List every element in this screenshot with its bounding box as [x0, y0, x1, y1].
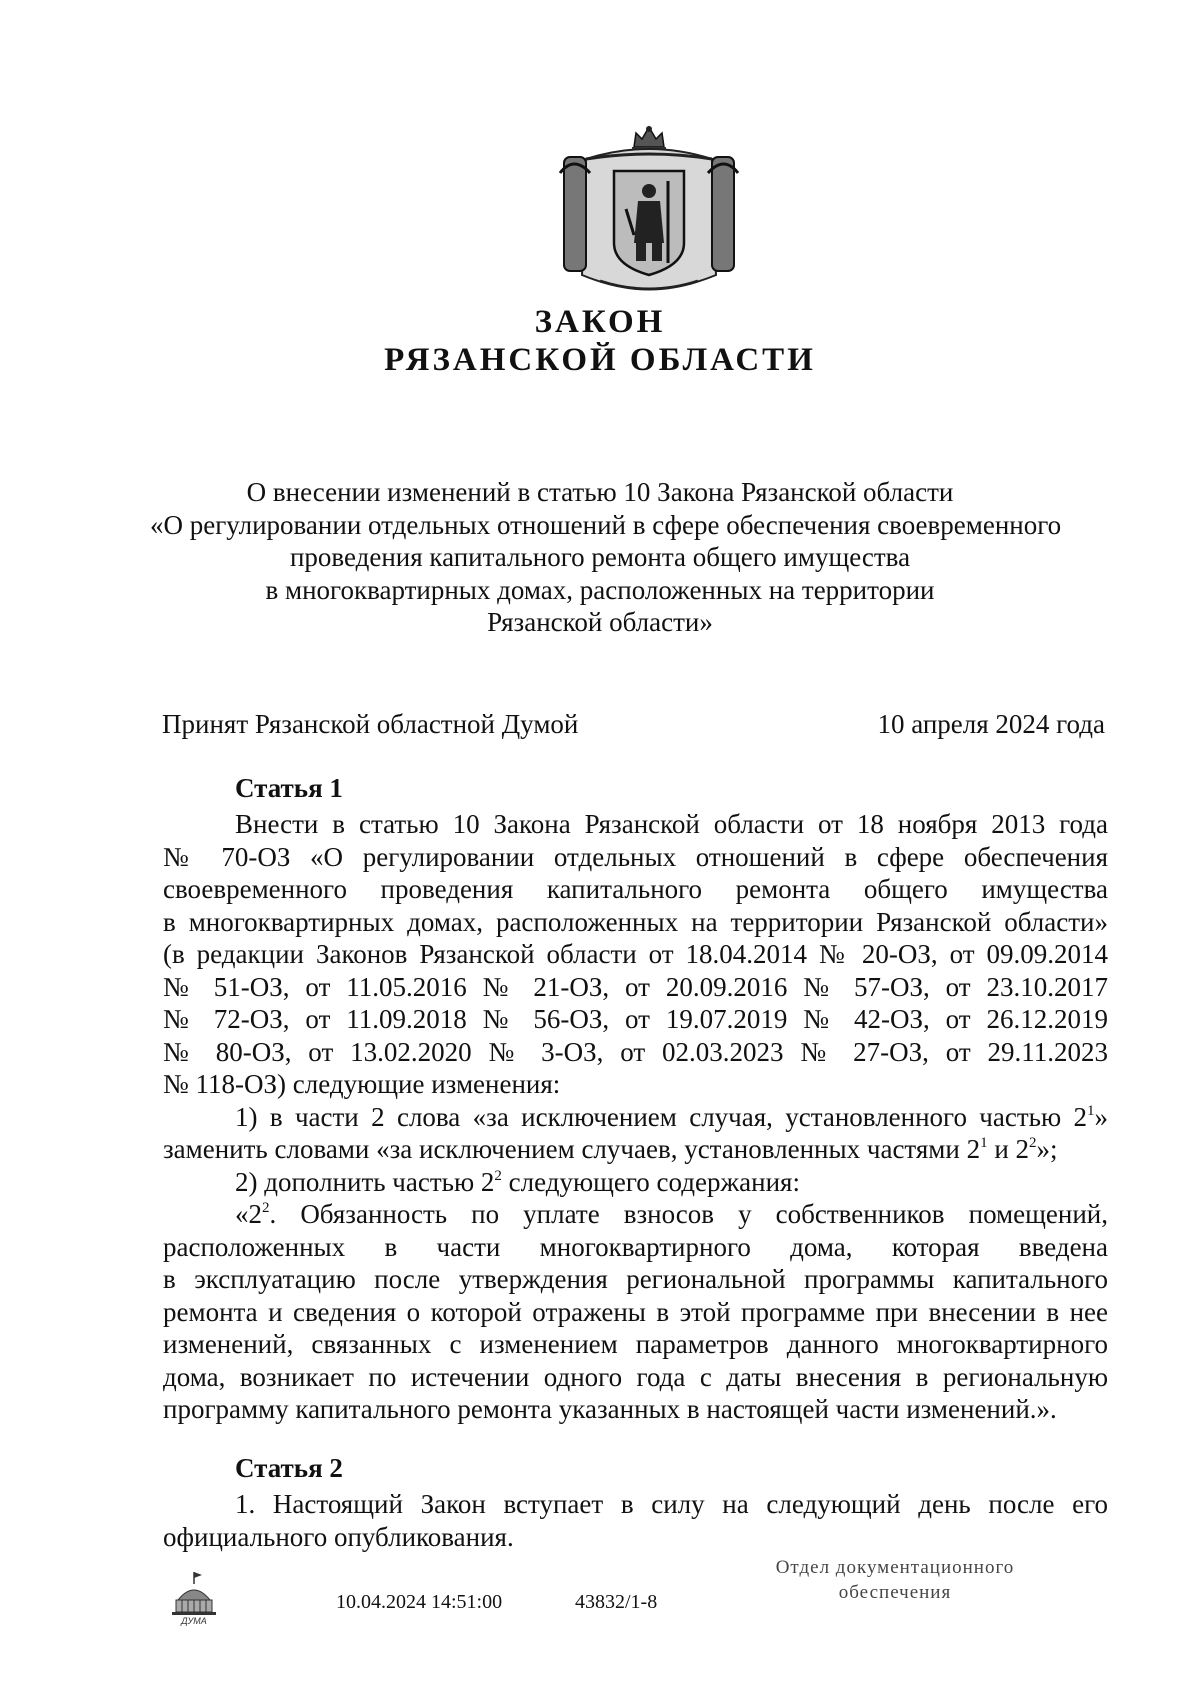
- article1-heading: Статья 1: [235, 773, 343, 803]
- amendment-item2: 2) дополнить частью $2^2$ следующего содержания:: [235, 1166, 800, 1197]
- duma-building-icon: [170, 1570, 218, 1626]
- article1-line: № 51-ОЗ, от 11.05.2016 № 21-ОЗ, от 20.09.2016 № 57-ОЗ, от 23.10.2017: [163, 971, 1108, 1002]
- quote-line: в эксплуатацию после утверждения региональной программы капитального: [163, 1264, 1108, 1294]
- quote-line: программу капитального ремонта указанных в настоящей части изменений.».: [163, 1394, 1057, 1424]
- adopted-by: Принят Рязанской областной Думой: [162, 709, 579, 739]
- department-stamp: [745, 1555, 1045, 1605]
- article1-line: № 118-ОЗ) следующие изменения:: [163, 1069, 561, 1099]
- article1-line: своевременного проведения капитального ремонта общего имущества: [163, 874, 1108, 904]
- subject-line: проведения капитального ремонта общего имущества: [289, 542, 911, 572]
- adoption-date: 10 апреля 2024 года: [877, 709, 1105, 739]
- article1-body: [163, 808, 1108, 1426]
- article2-line: официального опубликования.: [163, 1521, 514, 1552]
- article2-body: [163, 1488, 1108, 1553]
- law-subject: [150, 476, 1062, 639]
- quote-line: ремонта и сведения о которой отражены в этой программе при внесении в нее: [163, 1296, 1108, 1327]
- duma-logo-text: ДУМА: [181, 1616, 207, 1626]
- article1-line: № 72-ОЗ, от 11.09.2018 № 56-ОЗ, от 19.07.2019 № 42-ОЗ, от 26.12.2019: [163, 1004, 1108, 1034]
- article2-line: 1. Настоящий Закон вступает в силу на следующий день после его: [235, 1489, 1108, 1519]
- department-line1: Отдел документационного: [775, 1557, 1015, 1578]
- quote-line-first: «$2^2$. Обязанность по уплате взносов у собственников помещений,: [235, 1199, 1108, 1229]
- law-title-line1: ЗАКОН: [534, 304, 666, 340]
- subject-line: в многоквартирных домах, расположенных на территории: [265, 574, 935, 605]
- law-title-line2: РЯЗАНСКОЙ ОБЛАСТИ: [384, 342, 816, 378]
- stamp-datetime: 10.04.2024 14:51:00: [336, 1591, 503, 1613]
- stamp-reg-number: 43832/1-8: [575, 1591, 658, 1613]
- coat-of-arms-emblem: [556, 125, 742, 303]
- amendment-item1-line2: заменить словами «за исключением случаев, установленных частями $2^1$ и $2^2$»;: [163, 1134, 1058, 1164]
- article1-line: Внести в статью 10 Закона Рязанской области от 18 ноября 2013 года: [235, 809, 1108, 839]
- article1-line: в многоквартирных домах, расположенных на территории Рязанской области»: [163, 906, 1108, 937]
- article1-line: (в редакции Законов Рязанской области от 18.04.2014 № 20-ОЗ, от 09.09.2014: [163, 939, 1108, 969]
- quote-line: изменений, связанных с изменением параметров данного многоквартирного: [163, 1329, 1108, 1359]
- quote-line: дома, возникает по истечении одного года с даты внесения в региональную: [163, 1361, 1108, 1392]
- article1-line: № 80-ОЗ, от 13.02.2020 № 3-ОЗ, от 02.03.2023 № 27-ОЗ, от 29.11.2023: [163, 1036, 1108, 1067]
- subject-line: О внесении изменений в статью 10 Закона Рязанской области: [246, 477, 954, 507]
- subject-line: Рязанской области»: [487, 607, 713, 637]
- subject-line: «О регулировании отдельных отношений в сфере обеспечения своевременного: [150, 509, 1062, 540]
- amendment-item1-line1: 1) в части 2 слова «за исключением случая, установленного частью $2^1$»: [235, 1101, 1108, 1132]
- article2-heading: Статья 2: [235, 1453, 343, 1483]
- article1-line: № 70-ОЗ «О регулировании отдельных отношений в сфере обеспечения: [163, 841, 1108, 872]
- quote-line: расположенных в части многоквартирного дома, которая введена: [163, 1231, 1108, 1262]
- department-line2: обеспечения: [838, 1582, 952, 1603]
